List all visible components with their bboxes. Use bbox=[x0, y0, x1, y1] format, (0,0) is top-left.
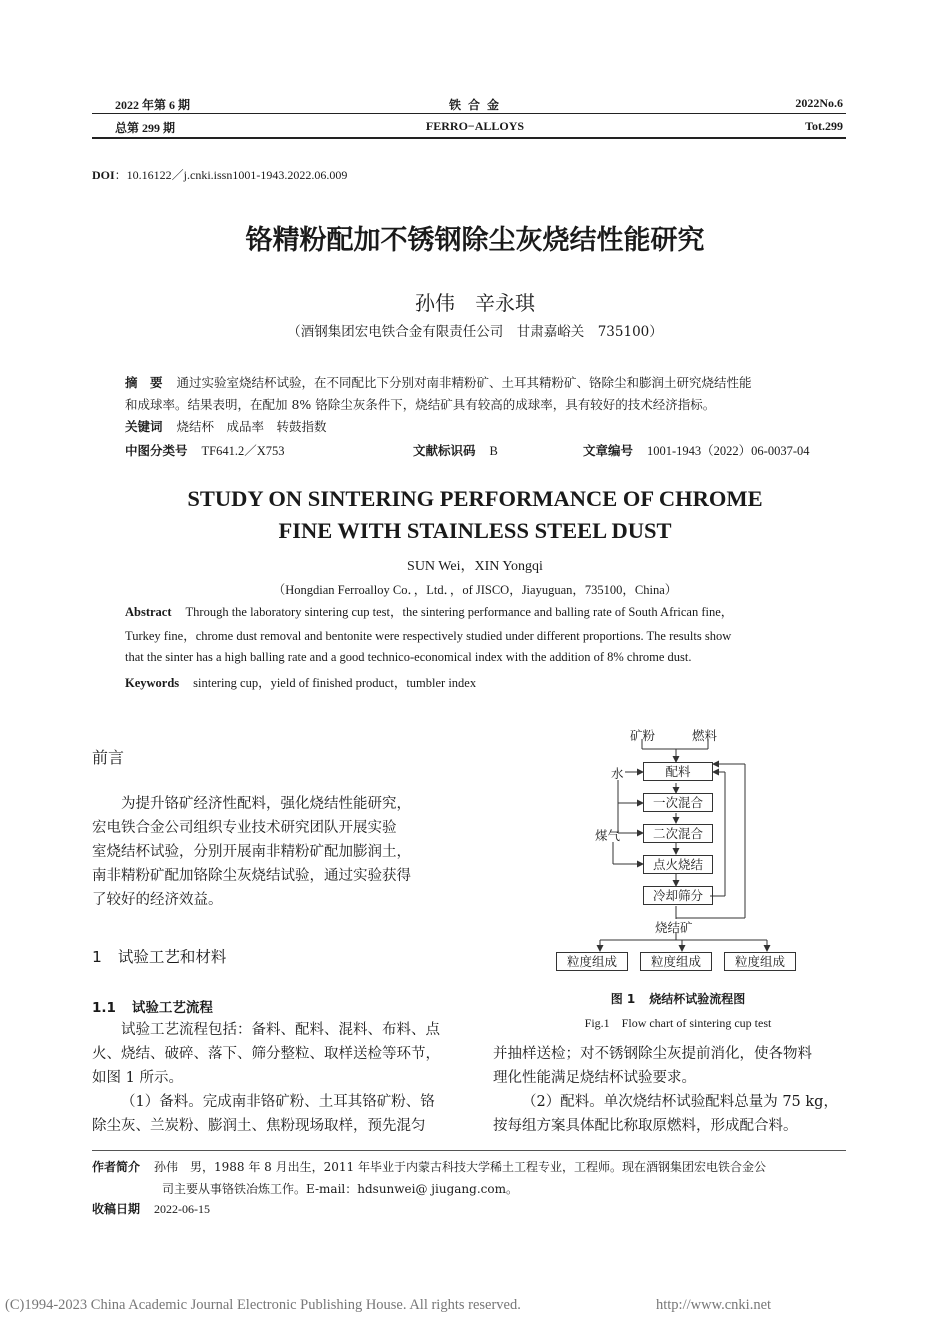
node-ignition: 点火烧结 bbox=[643, 855, 713, 874]
author-note-text1: 孙伟 男，1988 年 8 月出生，2011 年毕业于内蒙古科技大学稀土工程专业，工程师。现在酒钢集团宏电铁合金公 bbox=[154, 1160, 766, 1174]
figure-1-caption-en: Fig.1 Flow chart of sintering cup test bbox=[584, 1016, 772, 1030]
abstract-en-line1 bbox=[125, 602, 733, 620]
received-label: 收稿日期 bbox=[92, 1202, 141, 1216]
footnote-rule bbox=[92, 1150, 846, 1151]
cnki-url[interactable]: http://www.cnki.net bbox=[656, 1297, 772, 1313]
header-rule-thin bbox=[92, 113, 846, 114]
copyright-watermark: (C)1994-2023 China Academic Journal Electronic Publishing House. All rights reserved. bbox=[5, 1297, 521, 1313]
body-line: 按每组方案具体配比称取原燃料，形成配合料。 bbox=[493, 1118, 798, 1134]
doi bbox=[92, 166, 347, 183]
section-1-1-title: 试验工艺流程 bbox=[131, 1000, 213, 1016]
abstract-cn-text1: 通过实验室烧结杯试验，在不同配比下分别对南非精粉矿、土耳其精粉矿、铬除尘和膨润土研究烧结性能 bbox=[176, 375, 752, 390]
article-number bbox=[583, 441, 810, 459]
author-note-label: 作者简介 bbox=[92, 1160, 141, 1174]
body-line: 火、烧结、破碎、落下、筛分整粒、取样送检等环节， bbox=[92, 1046, 440, 1062]
figure-1-label: 图 1 bbox=[610, 992, 636, 1006]
abstract-en-text2: Turkey fine，chrome dust removal and bentonite were respectively studied under different proportions. The results show bbox=[125, 629, 732, 643]
node-batching: 配料 bbox=[643, 762, 713, 781]
affiliation-cn: （酒钢集团宏电铁合金有限责任公司 甘肃嘉峪关 735100） bbox=[287, 324, 663, 340]
abstract-cn-text2: 和成球率。结果表明，在配加 8% 铬除尘灰条件下，烧结矿具有较高的成球率，具有较好的技术经济指标。 bbox=[125, 397, 716, 412]
section-1-1-number: 1.1 bbox=[92, 1000, 116, 1016]
keywords-cn bbox=[125, 417, 327, 435]
node-size-3: 粒度组成 bbox=[724, 952, 796, 971]
affiliation-en: （Hongdian Ferroalloy Co．，Ltd．，of JISCO，Jiayuguan，735100，China） bbox=[272, 583, 678, 597]
document-code bbox=[413, 441, 498, 459]
title-en-line2: FINE WITH STAINLESS STEEL DUST bbox=[278, 518, 672, 543]
body-line: 除尘灰、兰炭粉、膨润土、焦粉现场取样，预先混匀 bbox=[92, 1118, 426, 1134]
node-fuel: 燃料 bbox=[692, 728, 718, 743]
doi-label: DOI bbox=[92, 168, 115, 182]
doi-value: ：10.16122／j.cnki.issn1001-1943.2022.06.009 bbox=[114, 168, 348, 182]
flowchart-lines bbox=[540, 720, 840, 980]
node-cooling: 冷却筛分 bbox=[643, 886, 713, 905]
node-gas: 煤气 bbox=[595, 828, 621, 843]
title-en-line1: STUDY ON SINTERING PERFORMANCE OF CHROME bbox=[187, 486, 763, 511]
body-line: 如图 1 所示。 bbox=[92, 1070, 183, 1086]
figure-1-caption-cn bbox=[548, 990, 808, 1007]
abstract-cn-label: 摘 要 bbox=[125, 375, 163, 390]
header-rule-thick bbox=[92, 137, 846, 139]
preface-body bbox=[92, 792, 438, 912]
clc-value: TF641.2／X753 bbox=[201, 444, 285, 458]
abstract-en-text1: Through the laboratory sintering cup test，the sintering performance and balling rate of South African fine， bbox=[185, 605, 734, 619]
received-value: 2022-06-15 bbox=[154, 1202, 211, 1216]
body-line: 试验工艺流程包括：备料、配料、混料、布料、点 bbox=[121, 1022, 440, 1038]
doc-value: B bbox=[489, 444, 498, 458]
preface-line: 了较好的经济效益。 bbox=[92, 892, 223, 908]
preface-line: 南非精粉矿配加铬除尘灰烧结试验，通过实验获得 bbox=[92, 868, 411, 884]
keywords-en bbox=[125, 673, 476, 691]
doc-label: 文献标识码 bbox=[413, 443, 476, 458]
journal-name-cn: 铁 合 金 bbox=[448, 98, 501, 112]
section-1-number: 1 bbox=[92, 948, 102, 966]
preface-line: 室烧结杯试验，分别开展南非精粉矿配加膨润土， bbox=[92, 844, 411, 860]
node-size-2: 粒度组成 bbox=[640, 952, 712, 971]
preface-line: 为提升铬矿经济性配料，强化烧结性能研究， bbox=[121, 796, 411, 812]
node-mix2: 二次混合 bbox=[643, 824, 713, 843]
keywords-cn-value: 烧结杯 成品率 转鼓指数 bbox=[176, 419, 327, 434]
node-size-1: 粒度组成 bbox=[556, 952, 628, 971]
issue-number: 2022 年第 6 期 bbox=[115, 98, 191, 112]
abstract-en-text3: that the sinter has a high balling rate and a good technico-economical index with the addition of 8% chrome dust. bbox=[125, 650, 692, 664]
author-note-text2: 司主要从事铬铁冶炼工作。E-mail：hdsunwei@ jiugang.com。 bbox=[162, 1182, 518, 1196]
art-value: 1001-1943（2022）06-0037-04 bbox=[647, 444, 810, 458]
preface-line: 宏电铁合金公司组织专业技术研究团队开展实验 bbox=[92, 820, 397, 836]
node-ore: 矿粉 bbox=[630, 728, 656, 743]
authors-en: SUN Wei，XIN Yongqi bbox=[407, 559, 543, 574]
keywords-en-value: sintering cup，yield of finished product，tumbler index bbox=[193, 676, 477, 690]
preface-heading: 前言 bbox=[92, 748, 125, 767]
total-issue: 总第 299 期 bbox=[115, 121, 176, 135]
section-1-1-body bbox=[92, 1018, 462, 1138]
abstract-en-label: Abstract bbox=[125, 605, 172, 619]
clc-label: 中图分类号 bbox=[125, 443, 188, 458]
art-label: 文章编号 bbox=[583, 443, 634, 458]
figure-1-title: 烧结杯试验流程图 bbox=[649, 992, 746, 1006]
clc-number bbox=[125, 441, 285, 459]
body-line: （2）配料。单次烧结杯试验配料总量为 75 kg， bbox=[522, 1094, 838, 1110]
total-issue-en: Tot.299 bbox=[805, 119, 843, 133]
issue-number-en: 2022No.6 bbox=[795, 96, 843, 110]
node-sinter: 烧结矿 bbox=[655, 920, 693, 935]
received-date bbox=[92, 1200, 210, 1217]
section-1-title: 试验工艺和材料 bbox=[117, 948, 227, 966]
right-column-body bbox=[493, 1042, 863, 1138]
node-water: 水 bbox=[611, 766, 624, 781]
keywords-en-label: Keywords bbox=[125, 676, 180, 690]
authors-cn: 孙伟 辛永琪 bbox=[415, 291, 535, 315]
page-title: 铬精粉配加不锈钢除尘灰烧结性能研究 bbox=[245, 225, 705, 256]
body-line: 并抽样送检；对不锈钢除尘灰提前消化，使各物料 bbox=[493, 1046, 812, 1062]
section-1-1-heading bbox=[92, 996, 213, 1016]
abstract-cn-line1 bbox=[125, 373, 752, 391]
node-mix1: 一次混合 bbox=[643, 793, 713, 812]
author-note-line1 bbox=[92, 1158, 766, 1175]
journal-name-en: FERRO−ALLOYS bbox=[425, 119, 525, 133]
keywords-cn-label: 关键词 bbox=[125, 419, 163, 434]
body-line: （1）备料。完成南非铬矿粉、土耳其铬矿粉、铬 bbox=[121, 1094, 435, 1110]
section-1-heading bbox=[92, 945, 226, 967]
body-line: 理化性能满足烧结杯试验要求。 bbox=[493, 1070, 696, 1086]
